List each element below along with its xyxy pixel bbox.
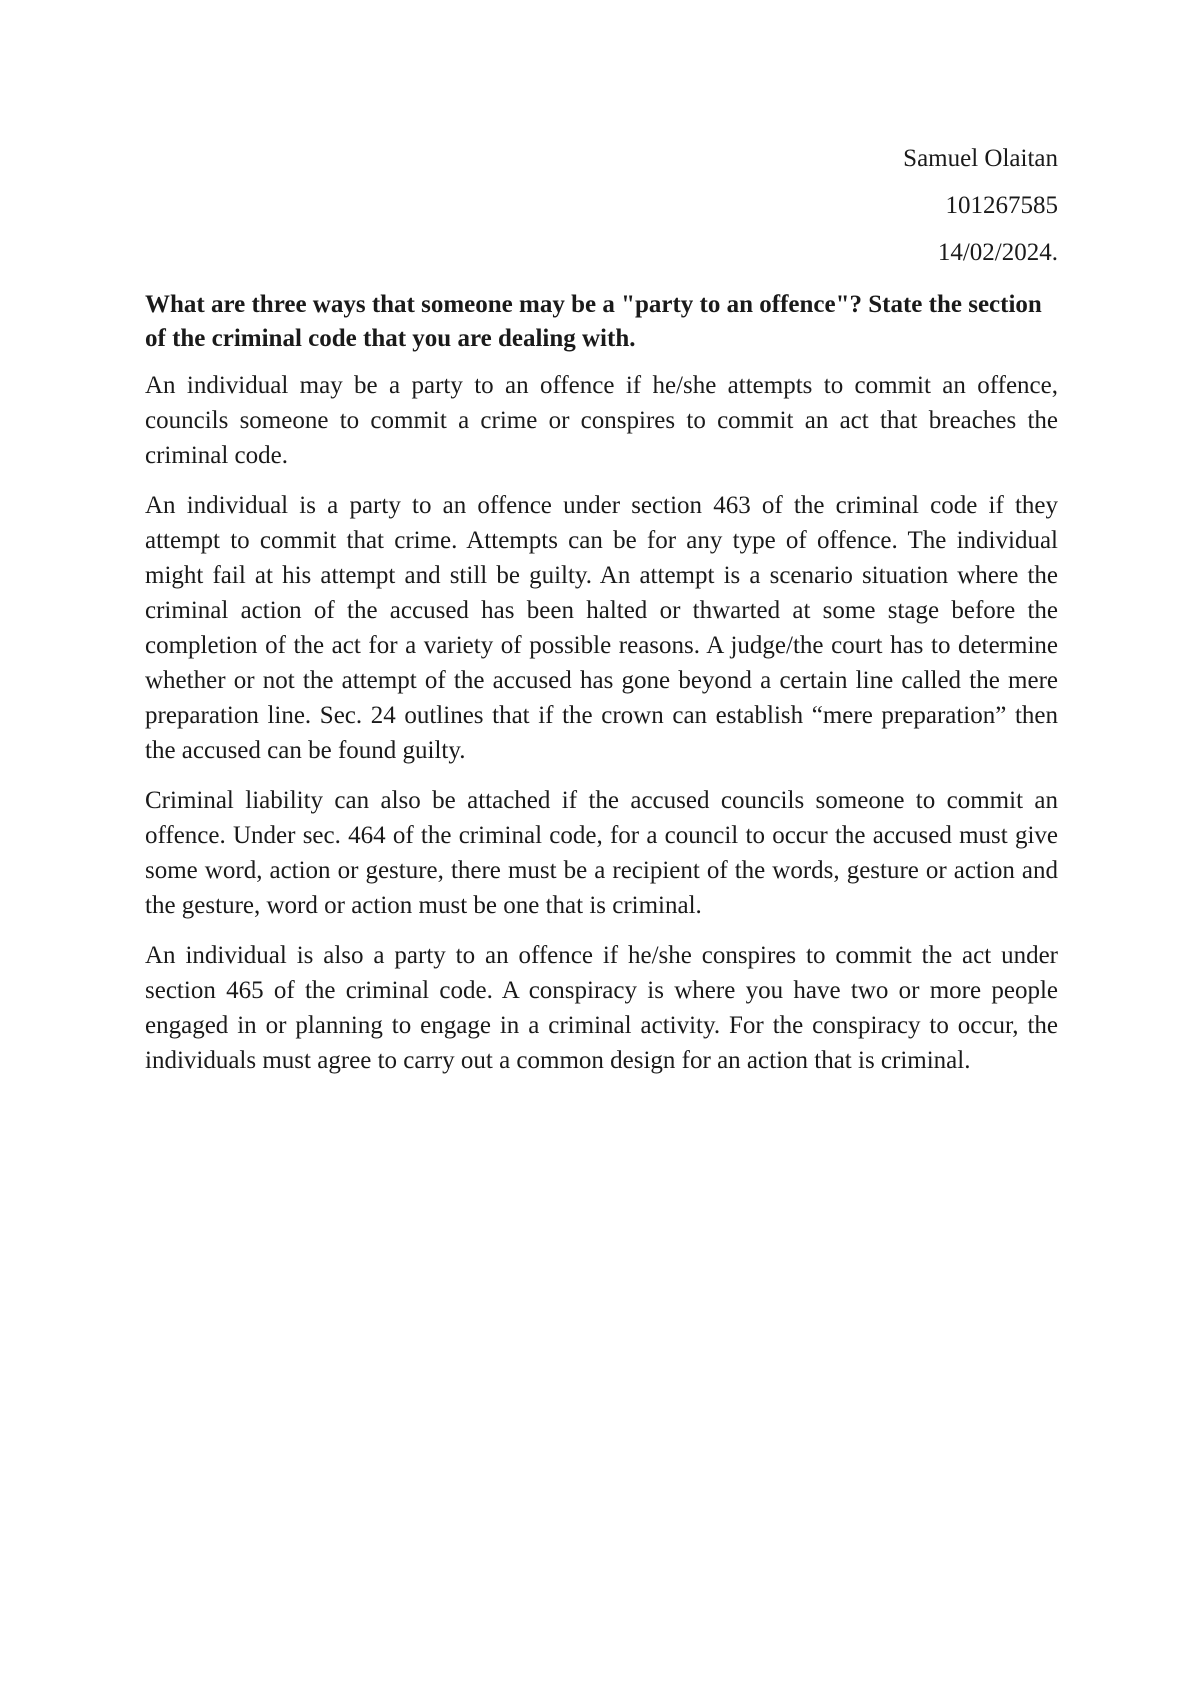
paragraph-conspiracy: An individual is also a party to an offence if he/she conspires to commit the act under section 465 of the criminal code. A conspiracy is where you have two or more people engaged in or planning to engage in a criminal activity. For the conspiracy to occur, the individuals must agree to carry out a common design for an action that is criminal. xyxy=(145,942,1058,1074)
author-header xyxy=(145,143,1058,268)
submission-date: 14/02/2024. xyxy=(937,239,1058,266)
assignment-question: What are three ways that someone may be a "party to an offence"? State the section of the criminal code that you are dealing with. xyxy=(145,291,1042,352)
author-name: Samuel Olaitan xyxy=(903,145,1058,172)
paragraph-attempt: An individual is a party to an offence under section 463 of the criminal code if they attempt to commit that crime. Attempts can be for any type of offence. The individual might fail at his attempt and still be guilty. An attempt is a scenario situation where the criminal action of the accused has been halted or thwarted at some stage before the completion of the act for a variety of possible reasons. A judge/the court has to determine whether or not the attempt of the accused has gone beyond a certain line called the mere preparation line. Sec. 24 outlines that if the crown can establish “mere preparation” then the accused can be found guilty. xyxy=(145,492,1058,764)
paragraph-intro: An individual may be a party to an offence if he/she attempts to commit an offence, councils someone to commit a crime or conspires to commit an act that breaches the criminal code. xyxy=(145,372,1058,469)
document-body xyxy=(145,143,1058,1093)
student-id: 101267585 xyxy=(945,192,1058,219)
paragraph-counselling: Criminal liability can also be attached if the accused councils someone to commit an offence. Under sec. 464 of the criminal code, for a council to occur the accused must give some word, action or gesture, there must be a recipient of the words, gesture or action and the gesture, word or action must be one that is criminal. xyxy=(145,787,1058,919)
